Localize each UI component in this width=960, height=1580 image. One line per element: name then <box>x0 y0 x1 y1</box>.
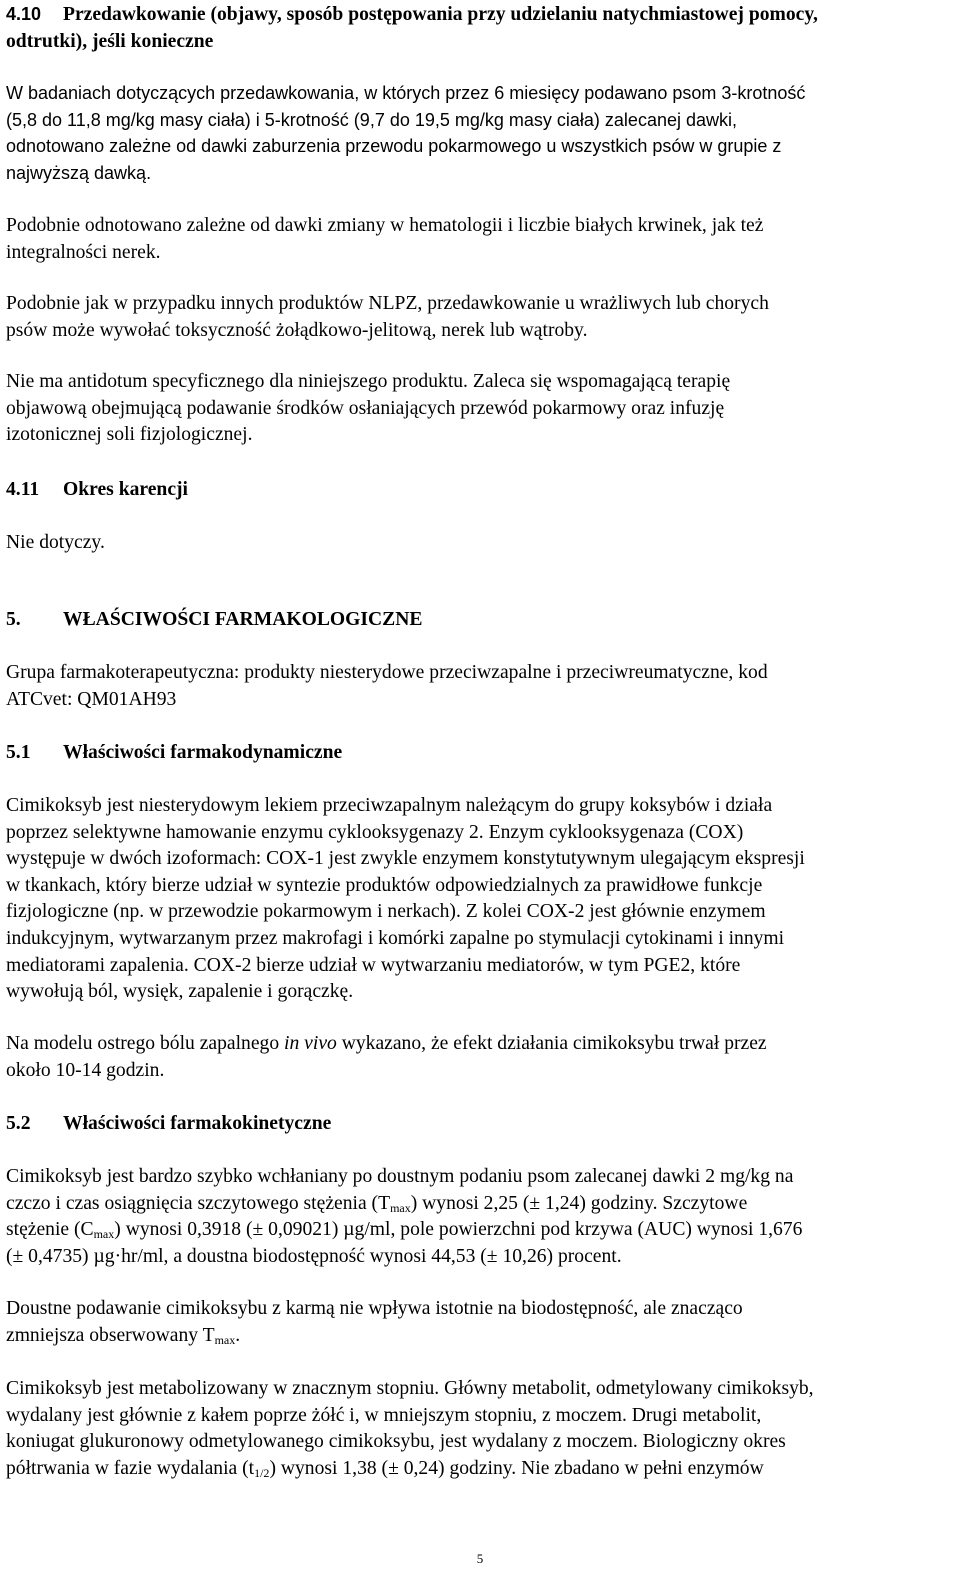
text-line <box>6 1456 950 1483</box>
paragraph-withdrawal: Nie dotyczy. <box>6 532 105 553</box>
text-line <box>6 1031 950 1058</box>
text-line: psów może wywołać toksyczność żołądkowo-jelitową, nerek lub wątroby. <box>6 319 588 341</box>
text-line: Podobnie jak w przypadku innych produktów NLPZ, przedawkowanie u wrażliwych lub chorych <box>6 293 769 314</box>
paragraph-in-vivo <box>6 1031 950 1084</box>
paragraph-absorption <box>6 1164 950 1270</box>
section-title: Przedawkowanie (objawy, sposób postępowania przy udzielaniu natychmiastowej pomocy, <box>63 4 818 25</box>
section-title: WŁAŚCIWOŚCI FARMAKOLOGICZNE <box>63 609 423 630</box>
paragraph-hematology <box>6 213 950 266</box>
text-line: Doustne podawanie cimikoksybu z karmą nie wpływa istotnie na biodostępność, ale znacząco <box>6 1298 743 1319</box>
heading-line <box>6 1 946 29</box>
text-line: wywołują ból, wysięk, zapalenie i gorączkę. <box>6 981 354 1003</box>
text-line: poprzez selektywne hamowanie enzymu cyklooksygenazy 2. Enzym cyklooksygenaza (COX) <box>6 821 744 843</box>
section-5-1-heading <box>6 740 342 767</box>
text-line: (± 0,4735) µg·hr/ml, a doustna biodostępność wynosi 44,53 (± 10,26) procent. <box>6 1245 622 1267</box>
text-line: odnotowano zależne od dawki zaburzenia przewodu pokarmowego u wszystkich psów w grupie z <box>6 136 782 157</box>
text-line: około 10-14 godzin. <box>6 1059 165 1081</box>
paragraph-metabolism <box>6 1376 950 1482</box>
paragraph-pharmacotherapeutic-group <box>6 660 950 713</box>
text-run: wykazano, że efekt działania cimikoksybu trwał przez <box>336 1033 767 1054</box>
text-run: ) wynosi 0,3918 (± 0,09021) µg/ml, pole powierzchni pod krzywa (AUC) wynosi 1,676 <box>114 1219 803 1241</box>
text-line <box>6 1323 950 1350</box>
text-line: objawową obejmującą podawanie środków osłaniających przewód pokarmowy oraz infuzję <box>6 397 725 419</box>
text-line: Cimikoksyb jest niesterydowym lekiem przeciwzapalnym należącym do grupy koksybów i działa <box>6 795 773 816</box>
text-line: ATCvet: QM01AH93 <box>6 688 177 710</box>
text-line: mediatorami zapalenia. COX-2 bierze udział w wytwarzaniu mediatorów, w tym PGE2, które <box>6 954 741 976</box>
section-5-2-heading <box>6 1111 331 1138</box>
text-line: Cimikoksyb jest metabolizowany w znacznym stopniu. Główny metabolit, odmetylowany cimikoksyb, <box>6 1378 814 1399</box>
text-line: indukcyjnym, wytwarzanym przez makrofagi i komórki zapalne po stymulacji cytokinami i innymi <box>6 927 785 949</box>
section-title: Okres karencji <box>63 479 188 500</box>
text-run: ) wynosi 2,25 (± 1,24) godziny. Szczytowe <box>410 1192 748 1214</box>
paragraph-food-effect <box>6 1296 950 1349</box>
text-line: wydalany jest głównie z kałem poprze żółć i, w mniejszym stopniu, z moczem. Drugi metabolit, <box>6 1404 762 1426</box>
section-number: 5.1 <box>6 742 31 763</box>
subscript: max <box>390 1200 411 1215</box>
text-run: czczo i czas osiągnięcia szczytowego stężenia (T <box>6 1192 391 1214</box>
section-number: 5.2 <box>6 1113 31 1134</box>
text-line: koniugat glukuronowy odmetylowanego cimikoksybu, jest wydalany z moczem. Biologiczny okres <box>6 1431 786 1453</box>
text-run: . <box>235 1324 241 1346</box>
page-number: 5 <box>476 1551 484 1566</box>
subscript: max <box>214 1332 236 1347</box>
text-line: W badaniach dotyczących przedawkowania, w których przez 6 miesięcy podawano psom 3-krotność <box>6 83 806 103</box>
subscript: max <box>93 1227 115 1242</box>
paragraph-overdose-studies <box>6 80 950 186</box>
subscript: 1/2 <box>254 1465 270 1480</box>
text-line <box>6 1191 950 1218</box>
text-line: występuje w dwóch izoformach: COX-1 jest zwykle enzymem konstytutywnym ulegającym ekspresji <box>6 848 805 870</box>
text-line: (5,8 do 11,8 mg/kg masy ciała) i 5-krotność (9,7 do 19,5 mg/kg masy ciała) zalecanej dawki, <box>6 109 737 130</box>
section-5-heading <box>6 607 422 634</box>
text-run: zmniejsza obserwowany T <box>6 1324 215 1346</box>
section-4-11-heading <box>6 477 188 504</box>
text-line <box>6 1217 950 1244</box>
text-run: półtrwania w fazie wydalania (t <box>6 1457 255 1479</box>
text-line: fizjologiczne (np. w przewodzie pokarmowym i nerkach). Z kolei COX-2 jest głównie enzymem <box>6 901 766 923</box>
text-line: Grupa farmakoterapeutyczna: produkty niesterydowe przeciwzapalne i przeciwreumatyczne, kod <box>6 662 768 683</box>
section-title: Właściwości farmakodynamiczne <box>63 742 343 763</box>
text-line: Nie ma antidotum specyficznego dla niniejszego produktu. Zaleca się wspomagającą terapię <box>6 371 731 392</box>
text-run: ) wynosi 1,38 (± 0,24) godziny. Nie zbadano w pełni enzymów <box>269 1457 764 1479</box>
text-run: Na modelu ostrego bólu zapalnego <box>6 1033 285 1054</box>
text-line: izotonicznej soli fizjologicznej. <box>6 424 253 446</box>
text-run: stężenie (C <box>6 1219 94 1241</box>
text-line: integralności nerek. <box>6 241 161 263</box>
text-line: w tkankach, który bierze udział w syntezie produktów odpowiedzialnych za prawidłowe funkcje <box>6 874 763 896</box>
section-title: Właściwości farmakokinetyczne <box>63 1113 332 1134</box>
text-line: Podobnie odnotowano zależne od dawki zmiany w hematologii i liczbie białych krwinek, jak też <box>6 215 764 236</box>
paragraph-nsaid-toxicity <box>6 291 950 344</box>
section-number: 4.11 <box>6 479 40 500</box>
text-line: Cimikoksyb jest bardzo szybko wchłaniany po doustnym podaniu psom zalecanej dawki 2 mg/kg na <box>6 1166 794 1187</box>
paragraph-pharmacodynamics <box>6 793 950 1006</box>
heading-line: odtrutki), jeśli konieczne <box>6 30 214 52</box>
text-line: najwyższą dawką. <box>6 162 152 183</box>
paragraph-antidote <box>6 369 950 449</box>
italic-text: in vivo <box>284 1033 337 1054</box>
section-number: 4.10 <box>6 4 42 24</box>
section-4-10-heading <box>6 1 946 55</box>
section-number: 5. <box>6 609 21 630</box>
